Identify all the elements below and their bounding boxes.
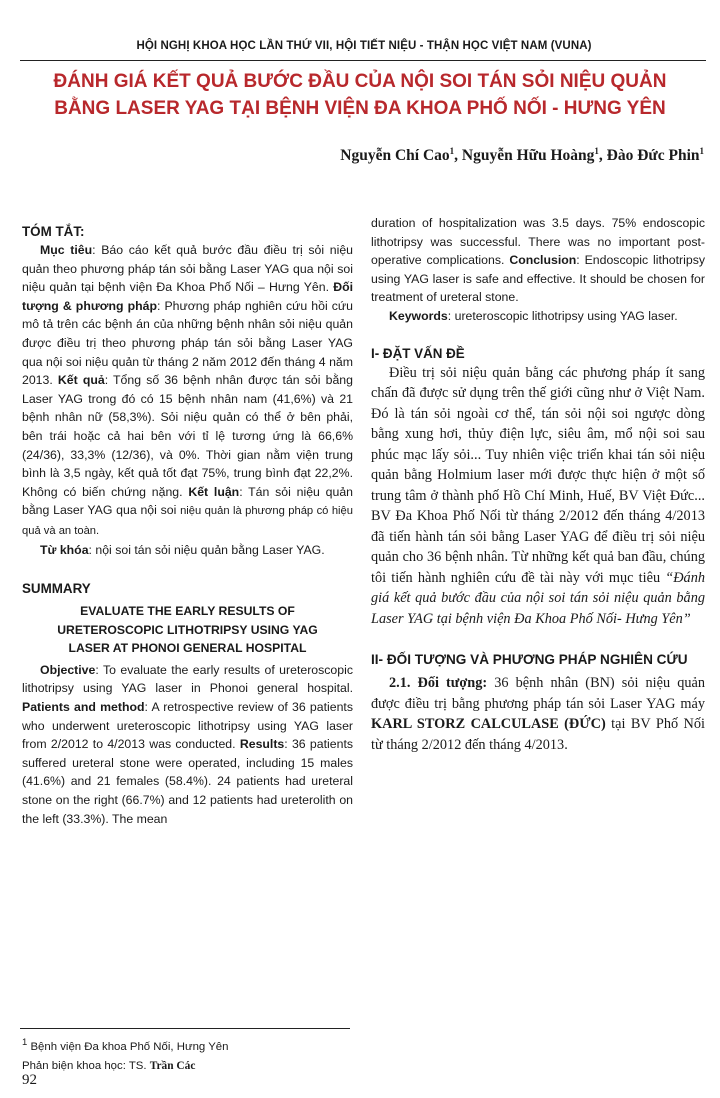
summary-label-conclusion: Conclusion [509,253,577,268]
summary-body-continued [371,214,705,307]
footnote-mark: 1 [22,1037,28,1048]
author-list [340,146,704,165]
left-column [22,214,353,828]
abstract-heading: TÓM TẮT: [22,224,85,239]
author-separator: , [454,147,462,165]
title-line-2: BẰNG LASER YAG TẠI BỆNH VIỆN ĐA KHOA PHỐ NỐI - HƯNG YÊN [54,98,666,119]
summary-text: : 36 patients suffered ureteral stone were operated, including 15 males (41.6%) and 21 females (58.4%). 24 patients had ureteral stone on the right (66.7%) and 12 patients had ureterolith on the left (33.3%). The mean [22,737,354,826]
summary-keywords [371,307,705,326]
section-2-body [371,673,705,755]
summary-label-method: Patients and method [22,700,145,715]
paper-title [20,68,700,122]
author-separator: , [598,147,607,165]
reviewer-name: Trần Các [149,1059,196,1072]
abstract-label-conclusion: Kết luận [188,484,240,499]
summary-title [22,602,353,658]
abstract-label-method: Đối tượng & phương pháp [22,280,353,313]
author-affiliation-mark: 1 [449,146,455,156]
summary-body [22,661,353,828]
summary-text: : Endoscopic lithotripsy using YAG laser is safe and effective. It should be chosen for treatment of ureteral stone. [371,253,705,305]
keywords-text: : ureteroscopic lithotripsy using YAG laser. [447,308,678,323]
abstract-text: : Phương pháp nghiên cứu hồi cứu mô tả trên các bệnh án của những bệnh nhân sỏi niệu quản được điều trị theo phương pháp tán sỏi bằng Laser YAG qua nội soi niệu quản từ tháng 2 năm 2012 đến tháng 4 năm 2013. [22,298,353,388]
footnote-affiliation [22,1033,228,1057]
section-1-text: Điều trị sỏi niệu quản bằng các phương pháp ít sang chấn đã được sử dụng trên thế giới cũng như ở Việt Nam. Đó là tán sỏi ngoài cơ thể, tán sỏi nội soi ngược dòng bằng xung hơi, thủy điện lực, siêu âm, mổ nội soi sau phúc mạc lấy sỏi... Tuy nhiên việc triển khai tán sỏi niệu quản bằng Holmium laser mới được thực hiện ở một số trung tâm ở thành phố Hồ Chí Minh, Huế, BV Việt Đức... BV Đa Khoa Phố Nối từ tháng 2/2012 đến tháng 4/2013 đã tiến hành tán sỏi bằng Laser YAG để điều trị sỏi niệu quản cho 36 bệnh nhân. Từ những kết quả ban đầu, chúng tôi tiến hành nghiên cứu đề tài này với mục tiêu [371,364,705,586]
summary-title-line: EVALUATE THE EARLY RESULTS OF [80,604,295,619]
author-name: Nguyễn Chí Cao [340,147,450,165]
section-1-body [371,363,705,630]
footnote-rule [20,1028,350,1029]
abstract-text: : Báo cáo kết quả bước đầu điều trị sỏi niệu quản theo phương pháp tán sỏi bằng Laser YAG qua nội soi niệu quản tại bệnh viện Đa Khoa Phố Nối – Hưng Yên. [22,243,354,295]
abstract-body [22,241,353,541]
summary-text: duration of hospitalization was 3.5 days. 75% endoscopic lithotripsy was successful. There was no important post-operative complications. [371,216,705,268]
summary-label-results: Results [239,737,285,752]
header-rule [20,60,706,61]
abstract-text: niệu quản là phương pháp có hiệu quả và an toàn. [22,505,353,537]
abstract-label-objective: Mục tiêu [40,243,93,257]
footnote-reviewer [22,1057,228,1076]
section-1-heading: I- ĐẶT VẤN ĐỀ [371,345,465,361]
abstract-label-results: Kết quả [57,373,105,388]
running-header: HỘI NGHỊ KHOA HỌC LẦN THỨ VII, HỘI TIẾT NIỆU - THẬN HỌC VIỆT NAM (VUNA) [136,40,592,52]
device-name: KARL STORZ CALCULASE (ĐỨC) [371,716,606,733]
footnotes [22,1033,228,1076]
study-objective-quote: “Đánh giá kết quả bước đầu của nội soi tán sỏi niệu quản bằng Laser YAG tại bệnh viện Đa Khoa Phố Nối- Hưng Yên” [371,569,705,627]
abstract-keywords [22,541,353,560]
abstract-text: : Tổng số 36 bệnh nhân được tán sỏi bằng Laser YAG trong đó có 15 bệnh nhân nam (41,6%) và 21 bệnh nhân nữ (58,3%). Sỏi niệu quản có thể ở bên phải, bên trái hoặc cả hai bên với tỉ lệ tương ứng là 66,6% (24/36), 33,3% (12/36), và 0%. Thời gian nằm viện trung bình là 3,5 ngày, kết quả tốt đạt 75%, trung bình đạt 22,2%. Không có biến chứng nặng. [22,373,353,499]
author-name: Đào Đức Phin [606,147,700,165]
page-number: 92 [22,1072,37,1088]
section-2-text: 36 bệnh nhân (BN) sỏi niệu quản được điều trị bằng phương pháp tán sỏi Laser YAG máy [371,675,705,712]
summary-title-line: URETEROSCOPIC LITHOTRIPSY USING YAG [57,622,318,637]
summary-text: : To evaluate the early results of ureteroscopic lithotripsy using YAG laser in Phonoi general hospital. [22,662,353,696]
right-column [371,214,705,755]
author-affiliation-mark: 1 [699,146,704,156]
summary-label-objective: Objective [40,662,96,677]
keywords-label: Từ khóa [40,542,89,557]
keywords-text: : nội soi tán sỏi niệu quản bằng Laser YAG. [88,542,325,557]
author-name: Nguyễn Hữu Hoàng [461,147,595,165]
summary-text: : A retrospective review of 36 patients who underwent ureteroscopic lithotripsy using YAG laser from 2/2012 to 4/2013 was conducted. [22,700,353,752]
author-affiliation-mark: 1 [594,146,599,156]
reviewer-label: Phản biện khoa học: TS. [22,1059,150,1072]
summary-heading: SUMMARY [22,581,91,597]
section-2-text: tại BV Phố Nối từ tháng 2/2012 đến tháng 4/2013. [371,716,706,753]
title-line-1: ĐÁNH GIÁ KẾT QUẢ BƯỚC ĐẦU CỦA NỘI SOI TÁN SỎI NIỆU QUẢN [53,71,667,92]
keywords-label: Keywords [389,308,448,323]
subsection-2-1-label: 2.1. Đối tượng: [389,675,488,692]
summary-title-line: LASER AT PHONOI GENERAL HOSPITAL [68,641,307,656]
section-2-heading: II- ĐỐI TƯỢNG VÀ PHƯƠNG PHÁP NGHIÊN CỨU [371,652,688,668]
affiliation-text: Bệnh viện Đa khoa Phố Nối, Hưng Yên [27,1040,229,1053]
abstract-text: : Tán sỏi niệu quản bằng Laser YAG qua nội soi [22,484,354,518]
